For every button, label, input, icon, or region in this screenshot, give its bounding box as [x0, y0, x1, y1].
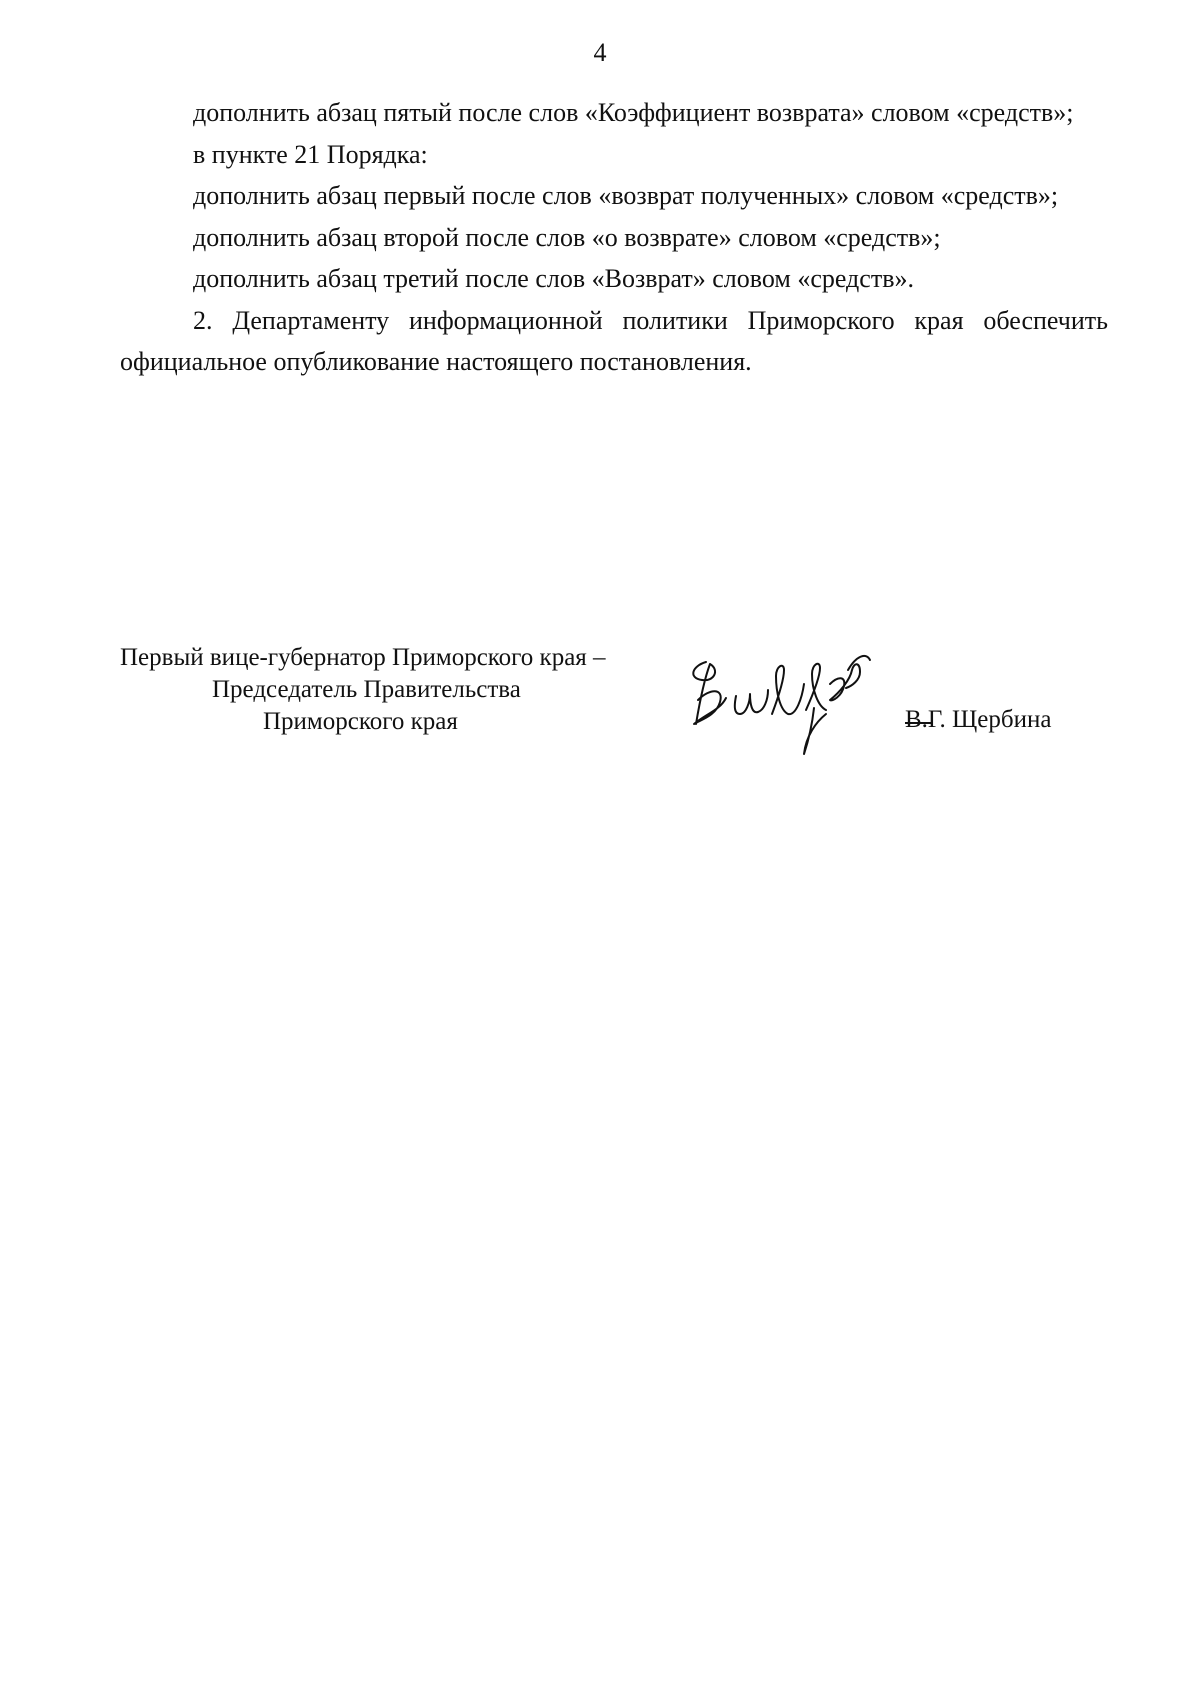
paragraph: дополнить абзац второй после слов «о возврате» словом «средств»; [193, 222, 941, 252]
position-line: Председатель Правительства [212, 676, 521, 703]
page-number: 4 [593, 38, 607, 67]
paragraph: в пункте 21 Порядка: [193, 139, 428, 169]
paragraph: 2. Департаменту информационной политики Приморского края обеспечить официальное опубликование настоящего постановления. [120, 305, 1108, 376]
signatory-position [120, 642, 680, 738]
paragraph: дополнить абзац пятый после слов «Коэффициент возврата» словом «средств»; [193, 98, 1074, 127]
handwritten-signature [680, 640, 920, 760]
paragraph: дополнить абзац первый после слов «возврат полученных» словом «средств»; [193, 181, 1059, 210]
signer-name: В.Г. Щербина [905, 706, 1052, 733]
position-line: Приморского края [263, 708, 458, 735]
document-body [120, 92, 1108, 383]
paragraph: дополнить абзац третий после слов «Возврат» словом «средств». [193, 264, 914, 293]
position-line: Первый вице-губернатор Приморского края – [120, 644, 606, 671]
